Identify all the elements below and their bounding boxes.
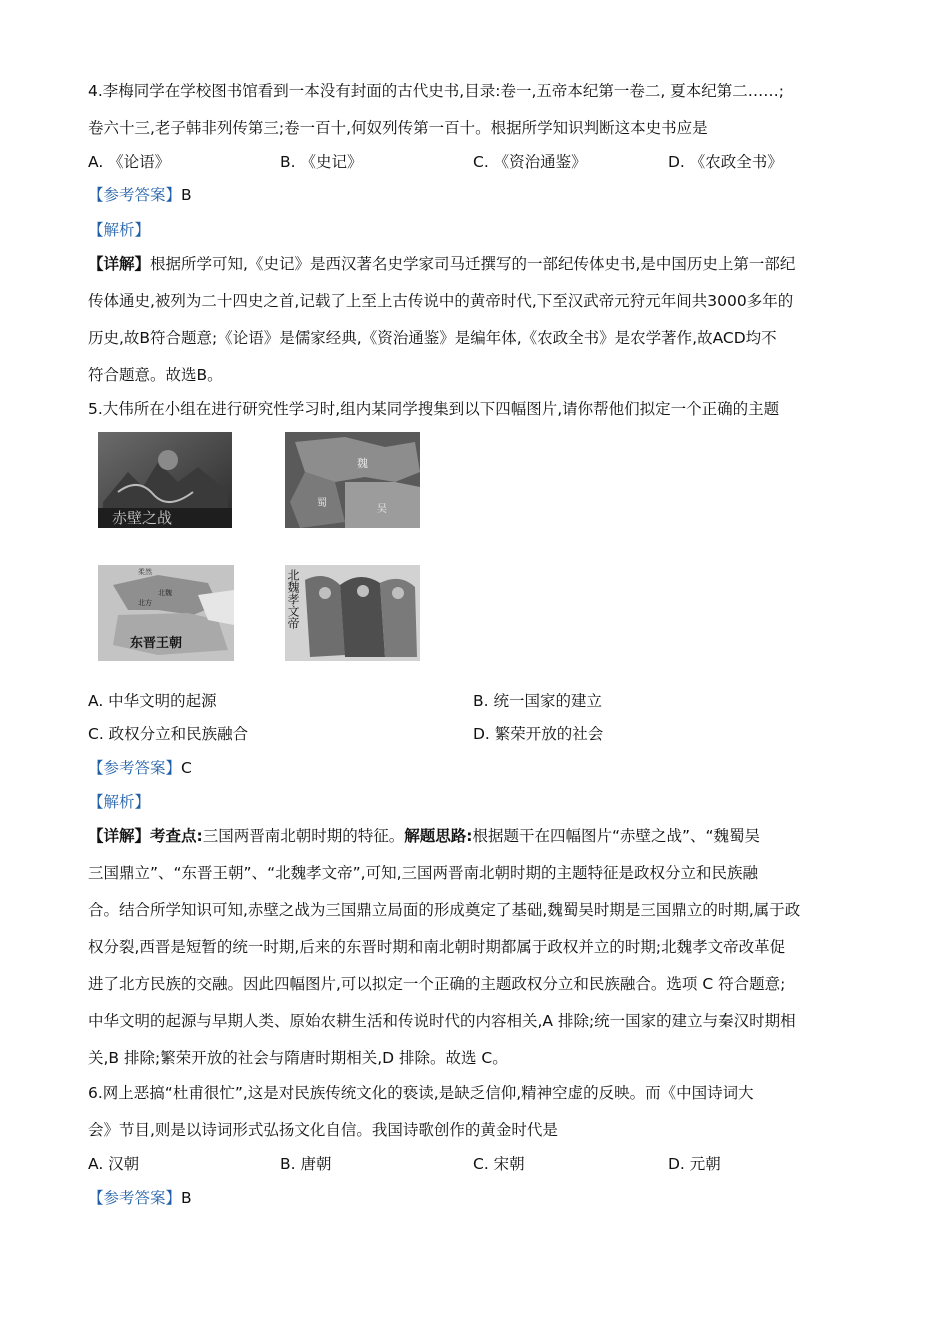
q4-option-d: D. 《农政全书》 <box>668 153 783 171</box>
q4-answer <box>88 184 868 206</box>
q5-answer-value: C <box>181 759 192 777</box>
img4-caption: 北魏孝文帝 <box>286 569 300 629</box>
q5-detail-line5: 进了北方民族的交融。因此四幅图片,可以拟定一个正确的主题政权分立和民族融合。选项 C 符合题意; <box>88 975 786 993</box>
q4-analysis-label-text: 【解析】 <box>88 221 151 239</box>
q5-detail-line6: 中华文明的起源与早期人类、原始农耕生活和传说时代的内容相关,A 排除;统一国家的建立与秦汉时期相 <box>88 1012 796 1030</box>
q4-option-b: B. 《史记》 <box>280 153 363 171</box>
q5-detail-label: 【详解】 <box>88 827 151 845</box>
q5-kaochadian-text: 三国两晋南北朝时期的特征。 <box>202 827 405 845</box>
q5-option-a: A. 中华文明的起源 <box>88 692 217 710</box>
xiaowen-emperor-image <box>285 565 420 661</box>
q6-option-a: A. 汉朝 <box>88 1155 140 1173</box>
img2-label-shu: 蜀 <box>317 498 327 509</box>
q5-detail-line2: 三国鼎立”、“东晋王朝”、“北魏孝文帝”,可知,三国两晋南北朝时期的主题特征是政权分立和民族融 <box>88 864 759 882</box>
q4-detail-text1: 根据所学可知,《史记》是西汉著名史学家司马迁撰写的一部纪传体史书,是中国历史上第一部纪 <box>150 255 796 273</box>
q5-option-c: C. 政权分立和民族融合 <box>88 725 249 743</box>
q5-kaochadian-label: 考查点: <box>150 827 203 845</box>
q4-analysis-label <box>88 219 868 241</box>
img3-label-rouran: 柔然 <box>138 568 152 576</box>
q6-option-d: D. 元朝 <box>668 1155 721 1173</box>
q4-detail-line3: 历史,故B符合题意;《论语》是儒家经典,《资治通鉴》是编年体,《农政全书》是农学著作,故ACD均不 <box>88 329 777 347</box>
three-kingdoms-map-image <box>285 432 420 528</box>
q6-stem-line2: 会》节目,则是以诗词形式弘扬文化自信。我国诗歌创作的黄金时代是 <box>88 1121 558 1139</box>
img2-label-wei: 魏 <box>357 457 368 470</box>
q6-stem-line1: 6.网上恶搞“杜甫很忙”,这是对民族传统文化的亵读,是缺乏信仰,精神空虚的反映。而《中国诗词大 <box>88 1084 754 1102</box>
q5-analysis-label <box>88 791 868 813</box>
q5-detail-line3: 合。结合所学知识可知,赤壁之战为三国鼎立局面的形成奠定了基础,魏蜀吴时期是三国鼎立的时期,属于政 <box>88 901 801 919</box>
img3-label-beifang: 北方 <box>138 599 152 607</box>
q5-answer <box>88 757 868 779</box>
q4-stem-line1: 4.李梅同学在学校图书馆看到一本没有封面的古代史书,目录:卷一,五帝本纪第一卷二, 夏本纪第二……; <box>88 82 784 100</box>
q6-answer-label: 【参考答案】 <box>88 1189 182 1207</box>
q4-option-c: C. 《资治通鉴》 <box>473 153 587 171</box>
img2-label-wu: 吴 <box>377 504 387 515</box>
q5-stem: 5.大伟所在小组在进行研究性学习时,组内某同学搜集到以下四幅图片,请你帮他们拟定一个正确的主题 <box>88 400 780 418</box>
q4-detail-label: 【详解】 <box>88 255 151 273</box>
q4-option-a: A. 《论语》 <box>88 153 171 171</box>
chibi-battle-image <box>98 432 232 528</box>
q6-option-c: C. 宋朝 <box>473 1155 525 1173</box>
q5-answer-label: 【参考答案】 <box>88 759 182 777</box>
q4-answer-label: 【参考答案】 <box>88 186 182 204</box>
q5-silu-text: 根据题干在四幅图片“赤壁之战”、“魏蜀吴 <box>472 827 761 845</box>
q6-answer-value: B <box>181 1189 192 1207</box>
q5-analysis-label-text: 【解析】 <box>88 793 151 811</box>
img1-caption: 赤壁之战 <box>112 509 173 527</box>
q6-option-b: B. 唐朝 <box>280 1155 332 1173</box>
img3-caption: 东晋王朝 <box>130 636 183 651</box>
img3-label-beiwei: 北魏 <box>158 589 172 597</box>
q5-option-d: D. 繁荣开放的社会 <box>473 725 604 743</box>
q5-silu-label: 解题思路: <box>404 827 473 845</box>
q4-answer-value: B <box>181 186 192 204</box>
q5-detail-line4: 权分裂,西晋是短暂的统一时期,后来的东晋时期和南北朝时期都属于政权并立的时期;北魏孝文帝改革促 <box>88 938 786 956</box>
q4-detail-line2: 传体通史,被列为二十四史之首,记载了上至上古传说中的黄帝时代,下至汉武帝元狩元年间共3000多年的 <box>88 292 794 310</box>
q5-option-b: B. 统一国家的建立 <box>473 692 602 710</box>
q6-answer <box>88 1187 868 1209</box>
q5-detail-line7: 关,B 排除;繁荣开放的社会与隋唐时期相关,D 排除。故选 C。 <box>88 1049 508 1067</box>
q4-detail-line4: 符合题意。故选B。 <box>88 366 223 384</box>
eastern-jin-map-image <box>98 565 234 661</box>
q5-detail-line1 <box>88 825 868 847</box>
q4-stem-line2: 卷六十三,老子韩非列传第三;卷一百十,何奴列传第一百十。根据所学知识判断这本史书应是 <box>88 119 708 137</box>
q4-detail-line1 <box>88 253 868 275</box>
